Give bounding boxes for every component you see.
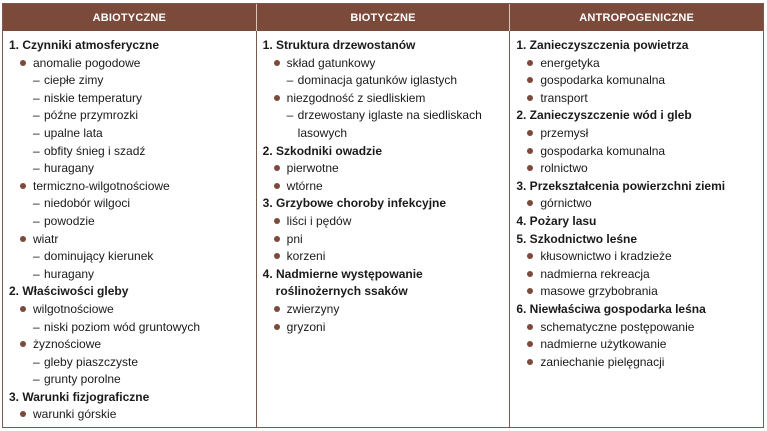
sub-item [9, 195, 252, 213]
bullet-icon [274, 183, 280, 189]
sub-item-label: grunty porolne [44, 372, 121, 387]
list-item [9, 301, 252, 319]
sub-item [9, 266, 252, 284]
list-item-label: rolnictwo [540, 161, 588, 176]
list-item [263, 319, 506, 337]
category-heading: 2. Szkodniki owadzie [262, 143, 383, 158]
dash-icon: – [33, 161, 40, 176]
dash-icon: – [286, 73, 294, 88]
sub-item [263, 72, 506, 90]
list-item [9, 231, 252, 249]
list-item [263, 248, 506, 266]
category-heading: 3. Warunki fizjograficzne [9, 389, 150, 404]
sub-item [263, 107, 506, 142]
sub-item [9, 248, 252, 266]
list-item [516, 55, 759, 73]
bullet-icon [20, 236, 26, 242]
list-item [516, 248, 759, 266]
sub-item [9, 143, 252, 161]
list-item [263, 301, 506, 319]
sub-item-label: późne przymrozki [44, 108, 139, 123]
sub-item [9, 213, 252, 231]
list-item [516, 319, 759, 337]
sub-item-label: huragany [44, 266, 95, 281]
list-item-label: wtórne [286, 178, 323, 193]
bullet-icon [274, 324, 280, 330]
list-item-label: transport [540, 90, 588, 105]
list-item-label: schematyczne postępowanie [540, 319, 695, 334]
dash-icon: – [33, 90, 40, 105]
header-biotyczne: BIOTYCZNE [256, 4, 510, 31]
category-heading: 1. Struktura drzewostanów [262, 38, 416, 52]
category-heading: 6. Niewłaściwa gospodarka leśna [516, 301, 706, 316]
dash-icon: – [33, 125, 40, 140]
category-heading: 4. Pożary lasu [516, 213, 597, 228]
list-item-label: zaniechanie pielęgnacji [540, 354, 665, 369]
category-heading: 1. Zanieczyszczenia powietrza [516, 38, 689, 52]
list-item [263, 178, 506, 196]
list-item-label: anomalie pogodowe [33, 55, 141, 70]
sub-item-label: ciepłe zimy [44, 73, 104, 88]
sub-item [9, 354, 252, 372]
sub-item-label: huragany [44, 161, 95, 176]
bullet-icon [274, 253, 280, 259]
category-heading: 3. Grzybowe choroby infekcyjne [262, 196, 447, 211]
sub-item [9, 107, 252, 125]
list-item [516, 125, 759, 143]
bullet-icon [527, 148, 533, 154]
bullet-icon [527, 324, 533, 330]
list-item [516, 195, 759, 213]
list-item [516, 354, 759, 372]
list-item-label: korzeni [286, 249, 326, 264]
list-item-label: wilgotnościowe [33, 301, 114, 316]
list-item-label: masowe grzybobrania [540, 284, 658, 299]
sub-item [9, 160, 252, 178]
bullet-icon [274, 306, 280, 312]
bullet-icon [527, 60, 533, 66]
list-item [516, 90, 759, 108]
list-item [9, 406, 252, 424]
category-heading: 5. Szkodnictwo leśne [516, 231, 638, 246]
dash-icon: – [33, 196, 40, 211]
category-heading-line: roślinożernych ssaków [275, 284, 408, 299]
factors-table [2, 3, 764, 428]
sub-item-label: niskie temperatury [44, 90, 143, 105]
list-item [263, 231, 506, 249]
list-item-label: niezgodność z siedliskiem [286, 90, 426, 105]
sub-item-label: dominacja gatunków iglastych [297, 73, 458, 88]
sub-item [9, 90, 252, 108]
column-abiotyczne [3, 31, 256, 427]
column-biotyczne [256, 31, 510, 427]
list-item-label: pni [286, 231, 303, 246]
dash-icon: – [33, 266, 40, 281]
list-item [9, 55, 252, 73]
list-item [9, 336, 252, 354]
table-header-row [3, 4, 763, 31]
sub-item-label: gleby piaszczyste [44, 354, 139, 369]
dash-icon: – [33, 213, 40, 228]
list-item [516, 72, 759, 90]
dash-icon: – [33, 372, 40, 387]
dash-icon: – [33, 319, 40, 334]
sub-item-label: obfity śnieg i szadź [44, 143, 146, 158]
dash-icon: – [286, 108, 294, 123]
list-item-label: nadmierne użytkowanie [540, 337, 667, 352]
list-item [516, 283, 759, 301]
sub-item-label: drzewostany iglaste na siedliskach [297, 108, 482, 123]
category-heading: 2. Zanieczyszczenie wód i gleb [516, 108, 692, 123]
list-item [263, 213, 506, 231]
sub-item [9, 371, 252, 389]
sub-item-label: powodzie [44, 213, 95, 228]
category-heading-line: 4. Nadmierne występowanie [262, 266, 423, 281]
list-item [263, 55, 506, 73]
bullet-icon [274, 236, 280, 242]
bullet-icon [20, 183, 26, 189]
category-heading: 1. Czynniki atmosferyczne [9, 38, 160, 52]
sub-item-label: dominujący kierunek [44, 249, 154, 264]
column-antropogeniczne [509, 31, 763, 427]
dash-icon: – [33, 73, 40, 88]
sub-item [9, 125, 252, 143]
list-item [516, 266, 759, 284]
list-item-label: warunki górskie [33, 407, 117, 422]
list-item-label: zwierzyny [286, 301, 340, 316]
sub-item-label: niedobór wilgoci [44, 196, 131, 211]
sub-item-label: lasowych [297, 125, 348, 140]
header-abiotyczne: ABIOTYCZNE [3, 4, 256, 31]
list-item-label: skład gatunkowy [286, 55, 376, 70]
list-item [9, 178, 252, 196]
table-body-row [3, 31, 763, 427]
bullet-icon [274, 165, 280, 171]
header-antropogeniczne: ANTROPOGENICZNE [509, 4, 763, 31]
list-item [263, 160, 506, 178]
list-item-label: gospodarka komunalna [540, 143, 666, 158]
list-item-label: pierwotne [286, 161, 339, 176]
list-item-label: nadmierna rekreacja [540, 266, 650, 281]
list-item [516, 336, 759, 354]
category-heading [263, 266, 506, 301]
bullet-icon [20, 60, 26, 66]
dash-icon: – [33, 249, 40, 264]
list-item [263, 90, 506, 108]
bullet-icon [274, 60, 280, 66]
bullet-icon [274, 95, 280, 101]
bullet-icon [20, 306, 26, 312]
dash-icon: – [33, 354, 40, 369]
list-item-label: kłusownictwo i kradzieże [540, 249, 672, 264]
sub-item [9, 72, 252, 90]
list-item-label: wiatr [33, 231, 59, 246]
category-heading: 3. Przekształcenia powierzchni ziemi [516, 178, 726, 193]
sub-item [9, 319, 252, 337]
bullet-icon [274, 218, 280, 224]
list-item-label: gryzoni [286, 319, 326, 334]
list-item-label: liści i pędów [286, 213, 352, 228]
list-item-label: energetyka [540, 55, 600, 70]
list-item [516, 143, 759, 161]
list-item-label: gospodarka komunalna [540, 73, 666, 88]
list-item-label: przemysł [540, 125, 589, 140]
sub-item-label: upalne lata [44, 125, 103, 140]
list-item-label: termiczno-wilgotnościowe [33, 178, 170, 193]
list-item [516, 160, 759, 178]
category-heading: 2. Właściwości gleby [9, 284, 129, 299]
dash-icon: – [33, 143, 40, 158]
sub-item-label: niski poziom wód gruntowych [44, 319, 201, 334]
list-item-label: górnictwo [540, 196, 592, 211]
list-item-label: żyznościowe [33, 337, 102, 352]
dash-icon: – [33, 108, 40, 123]
